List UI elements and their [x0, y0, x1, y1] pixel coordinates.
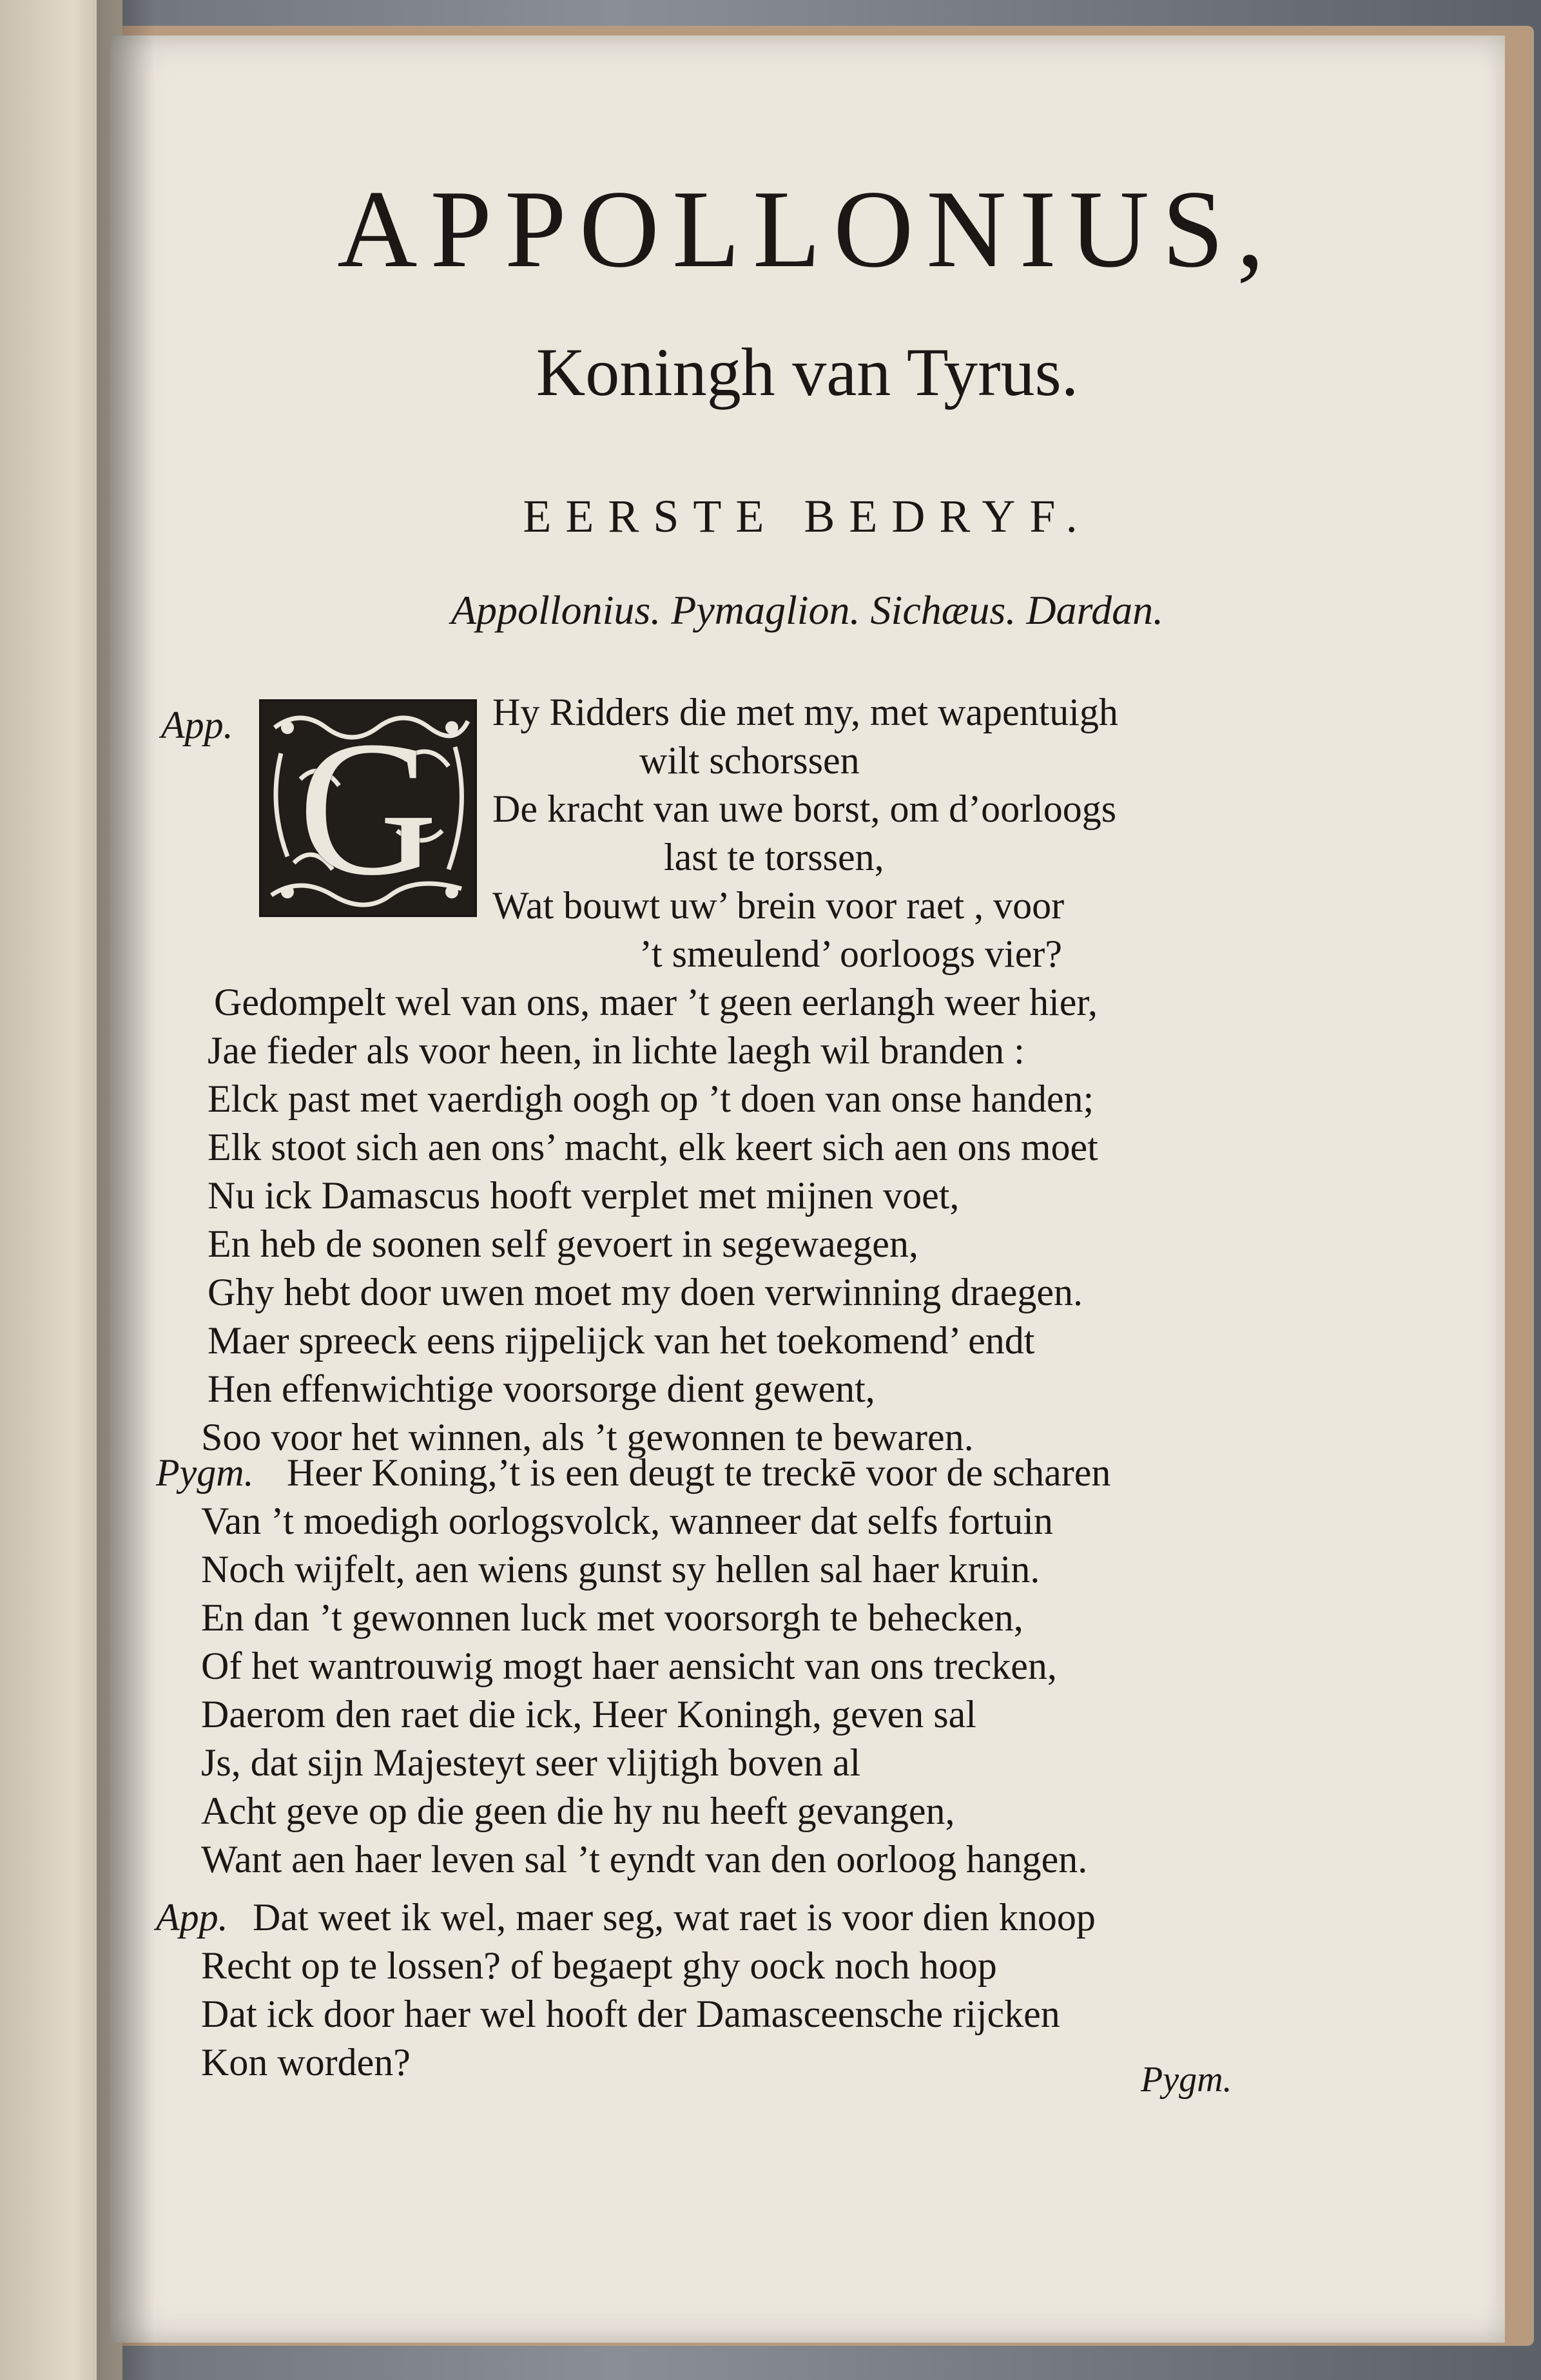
catchword: Pygm. — [1141, 2060, 1232, 2100]
verse-line: Nu ick Damascus hooft verplet met mijnen voet, — [208, 1174, 960, 1217]
play-title: APPOLLONIUS, — [337, 168, 1277, 291]
verse-line: En dan ’t gewonnen luck met voorsorgh te behecken, — [201, 1596, 1023, 1639]
verse-line: ’t smeulend’ oorloogs vier? — [639, 933, 1062, 975]
verse-line: Jae fieder als voor heen, in lichte laegh wil branden : — [208, 1029, 1025, 1072]
verse-line: Daerom den raet die ick, Heer Koningh, geven sal — [201, 1693, 976, 1736]
verse-line: Ghy hebt door uwen moet my doen verwinning draegen. — [208, 1271, 1083, 1313]
verse-line: Kon worden? — [201, 2041, 411, 2084]
verse-line: Js, dat sijn Majesteyt seer vlijtigh boven al — [201, 1741, 861, 1784]
verse-line: Of het wantrouwig mogt haer aensicht van ons trecken, — [201, 1645, 1057, 1687]
verse-line: De kracht van uwe borst, om d’oorloogs — [492, 788, 1117, 830]
verse-line: Wat bouwt uw’ brein voor raet , voor — [492, 884, 1065, 927]
verse-line: Noch wijfelt, aen wiens gunst sy hellen sal haer kruin. — [201, 1548, 1040, 1591]
decorated-initial — [259, 699, 477, 917]
verse-line: Hy Ridders die met my, met wapentuigh — [492, 691, 1118, 733]
verse-line: Gedompelt wel van ons, maer ’t geen eerlangh weer hier, — [214, 981, 1098, 1023]
verse-line: Van ’t moedigh oorlogsvolck, wanneer dat selfs fortuin — [201, 1500, 1053, 1542]
verse-line: Maer spreeck eens rijpelijck van het toekomend’ endt — [208, 1319, 1035, 1362]
verse-line: Dat ick door haer wel hooft der Damasceensche rijcken — [201, 1993, 1060, 2035]
verse-line: last te torssen, — [664, 836, 884, 878]
speaker-label: App. — [156, 1896, 228, 1939]
verse-line: Soo voor het winnen, als ’t gewonnen te bewaren. — [201, 1416, 974, 1458]
verse-line: Elck past met vaerdigh oogh op ’t doen van onse handen; — [208, 1078, 1094, 1120]
verse-line: Want aen haer leven sal ’t eyndt van den oorloog hangen. — [201, 1838, 1088, 1881]
initial-letter: G — [298, 701, 438, 915]
verse-line: Elk stoot sich aen ons’ macht, elk keert sich aen ons moet — [208, 1126, 1098, 1168]
verse-line: Heer Koning,’t is een deugt te treckē voor de scharen — [287, 1451, 1111, 1494]
play-subtitle: Koningh van Tyrus. — [536, 334, 1079, 410]
verse-line: wilt schorssen — [639, 739, 860, 782]
verse-line: Hen effenwichtige voorsorge dient gewent, — [208, 1368, 875, 1410]
gutter-shadow — [97, 0, 155, 2380]
verse-line: Acht geve op die geen die hy nu heeft gevangen, — [201, 1790, 955, 1832]
verse-line: Recht op te lossen? of begaept ghy oock noch hoop — [201, 1944, 997, 1987]
speaker-label: Pygm. — [156, 1451, 254, 1494]
act-heading: EERSTE BEDRYF. — [523, 490, 1092, 542]
speaker-label: App. — [161, 704, 233, 746]
cast-list: Appollonius. Pymaglion. Sichæus. Dardan. — [451, 587, 1164, 633]
verse-line: En heb de soonen self gevoert in segewaegen, — [208, 1223, 918, 1265]
verse-line: Dat weet ik wel, maer seg, wat raet is voor dien knoop — [253, 1896, 1096, 1939]
printed-page — [110, 35, 1505, 2343]
